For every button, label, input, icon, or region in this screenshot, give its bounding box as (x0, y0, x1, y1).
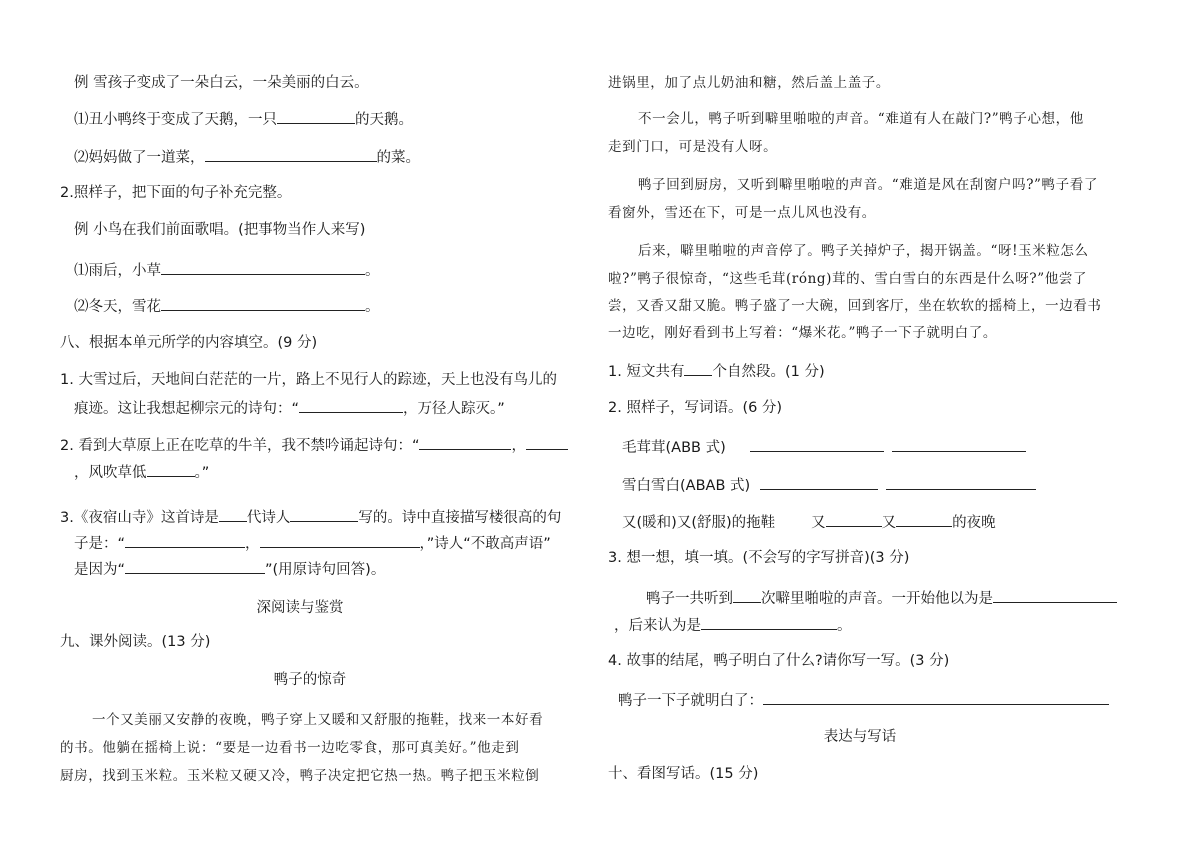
reading-q4-answer: 鸭子一下子就明白了： (618, 689, 1109, 711)
reading-q2-item3: 又(暖和)又(舒服)的拖鞋 又 又 的夜晚 (622, 511, 996, 533)
section-8-heading: 八、根据本单元所学的内容填空。(9 分) (60, 335, 318, 351)
story-para1-line3: 厨房，找到玉米粒。玉米粒又硬又冷，鸭子决定把它热一热。鸭子把玉米粒倒 (60, 768, 540, 784)
story-para1-line4: 进锅里，加了点儿奶油和糖，然后盖上盖子。 (608, 75, 890, 91)
exercise-2-item-2: ⑵冬天，雪花 。 (74, 295, 380, 317)
story-para1-line1: 一个又美丽又安静的夜晚，鸭子穿上又暖和又舒服的拖鞋，找来一本好看 (92, 712, 544, 728)
right-column (600, 0, 1200, 848)
answer-blank[interactable] (419, 434, 511, 450)
expression-heading: 表达与写话 (823, 729, 897, 745)
answer-blank[interactable] (299, 397, 403, 413)
answer-blank[interactable] (993, 587, 1117, 603)
answer-blank[interactable] (684, 360, 712, 376)
answer-blank[interactable] (161, 259, 365, 275)
section-10-heading: 十、看图写话。(15 分) (608, 766, 759, 782)
s8-q1-line2: 痕迹。这让我想起柳宗元的诗句：“ ，万径人踪灭。” (74, 397, 505, 419)
s8-q3-line2: 子是：“ ， ，”诗人“不敢高声语” (74, 532, 551, 554)
reading-q3-line1: 鸭子一共听到 次噼里啪啦的声音。一开始他以为是 (646, 587, 1117, 609)
reading-q3-line2: ，后来认为是 。 (614, 614, 852, 636)
reading-q2-item2: 雪白雪白(ABAB 式) (622, 474, 1036, 496)
story-para4-line2: 啦?”鸭子很惊奇，“这些毛茸(róng)茸的、雪白雪白的东西是什么呀?”他尝了 (608, 271, 1088, 287)
question-2-title: 2.照样子，把下面的句子补充完整。 (60, 185, 292, 201)
answer-blank[interactable] (763, 689, 1109, 705)
answer-blank[interactable] (896, 511, 952, 527)
deep-reading-heading: 深阅读与鉴赏 (256, 600, 344, 616)
answer-blank[interactable] (892, 436, 1026, 452)
answer-blank[interactable] (750, 436, 884, 452)
answer-blank[interactable] (826, 511, 882, 527)
answer-blank[interactable] (886, 474, 1036, 490)
answer-blank[interactable] (147, 461, 195, 477)
s8-q1-line1: 1. 大雪过后，天地间白茫茫的一片，路上不见行人的踪迹，天上也没有鸟儿的 (60, 372, 557, 388)
s8-q2-line2: ，风吹草低 。” (74, 461, 209, 483)
reading-q4: 4. 故事的结尾，鸭子明白了什么?请你写一写。(3 分) (608, 653, 950, 669)
reading-q2-item1: 毛茸茸(ABB 式) (622, 436, 1026, 458)
story-para2-line1: 不一会儿，鸭子听到噼里啪啦的声音。“难道有人在敲门?”鸭子心想，他 (638, 111, 1084, 127)
answer-blank[interactable] (219, 506, 247, 522)
answer-blank[interactable] (526, 434, 568, 450)
exercise-1-item-1: ⑴丑小鸭终于变成了天鹅，一只 的天鹅。 (74, 108, 413, 130)
answer-blank[interactable] (760, 474, 878, 490)
answer-blank[interactable] (290, 506, 358, 522)
story-para4-line1: 后来，噼里啪啦的声音停了。鸭子关掉炉子，揭开锅盖。“呀!玉米粒怎么 (638, 243, 1089, 259)
answer-blank[interactable] (733, 587, 761, 603)
reading-q3: 3. 想一想，填一填。(不会写的字写拼音)(3 分) (608, 550, 910, 566)
answer-blank[interactable] (277, 108, 355, 124)
answer-blank[interactable] (125, 558, 265, 574)
answer-blank[interactable] (701, 614, 837, 630)
s8-q3-line3: 是因为“ ”(用原诗句回答)。 (74, 558, 385, 580)
example-1: 例 雪孩子变成了一朵白云，一朵美丽的白云。 (74, 75, 369, 91)
answer-blank[interactable] (161, 295, 365, 311)
section-9-heading: 九、课外阅读。(13 分) (60, 634, 211, 650)
s8-q3-line1: 3.《夜宿山寺》这首诗是 代诗人 写的。诗中直接描写楼很高的句 (60, 506, 561, 528)
story-para2-line2: 走到门口，可是没有人呀。 (608, 139, 778, 155)
answer-blank[interactable] (125, 532, 245, 548)
exercise-2-item-1: ⑴雨后，小草 。 (74, 259, 380, 281)
story-para3-line1: 鸭子回到厨房，又听到噼里啪啦的声音。“难道是风在刮窗户吗?”鸭子看了 (638, 177, 1098, 193)
answer-blank[interactable] (260, 532, 420, 548)
story-title: 鸭子的惊奇 (273, 672, 347, 688)
reading-q2: 2. 照样子，写词语。(6 分) (608, 400, 783, 416)
story-para1-line2: 的书。他躺在摇椅上说：“要是一边看书一边吃零食，那可真美好。”他走到 (60, 740, 520, 756)
story-para4-line4: 一边吃，刚好看到书上写着：“爆米花。”鸭子一下子就明白了。 (608, 325, 997, 341)
s8-q2-line1: 2. 看到大草原上正在吃草的牛羊，我不禁吟诵起诗句：“ ， (60, 434, 568, 456)
exercise-1-item-2: ⑵妈妈做了一道菜， 的菜。 (74, 146, 420, 168)
answer-blank[interactable] (205, 146, 377, 162)
example-2: 例 小鸟在我们前面歌唱。(把事物当作人来写) (74, 222, 366, 238)
story-para3-line2: 看窗外，雪还在下，可是一点儿风也没有。 (608, 205, 876, 221)
reading-q1: 1. 短文共有 个自然段。(1 分) (608, 360, 825, 382)
story-para4-line3: 尝，又香又甜又脆。鸭子盛了一大碗，回到客厅，坐在软软的摇椅上，一边看书 (608, 298, 1102, 314)
